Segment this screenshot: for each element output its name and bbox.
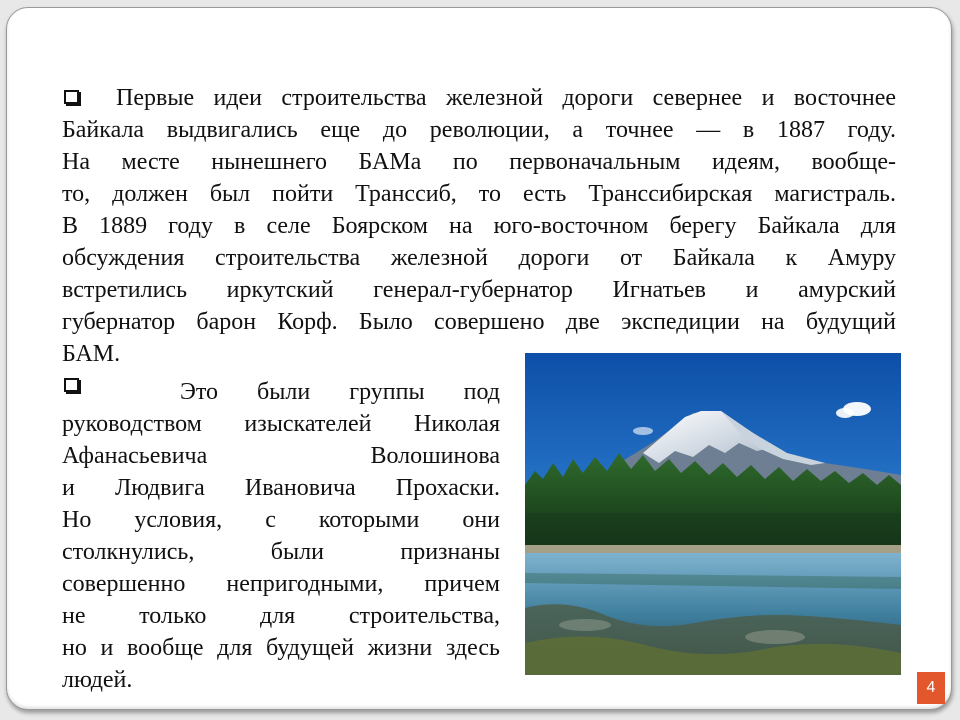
- paragraph-2-line: Афанасьевича Волошинова: [62, 443, 500, 469]
- paragraph-1-line: то, должен был пойти Транссиб, то есть Транссибирская магистраль.: [62, 181, 896, 207]
- paragraph-1-line: БАМ.: [62, 341, 121, 367]
- mountain-lake-photo: [525, 353, 901, 675]
- paragraph-1-line: На месте нынешнего БАМа по первоначальным идеям, вообще-: [62, 149, 896, 175]
- paragraph-2-line: совершенно непригодными, причем: [62, 571, 500, 597]
- paragraph-1-line: обсуждения строительства железной дороги от Байкала к Амуру: [62, 245, 896, 271]
- paragraph-1-line: В 1889 году в селе Боярском на юго-восточном берегу Байкала для: [62, 213, 896, 239]
- paragraph-2-line: не только для строительства,: [62, 603, 500, 629]
- paragraph-1-line: Первые идеи строительства железной дороги севернее и восточнее: [116, 85, 896, 111]
- paragraph-2-line: Но условия, с которыми они: [62, 507, 500, 533]
- paragraph-2-line: Это были группы под: [180, 379, 500, 405]
- paragraph-2-line: но и вообще для будущей жизни здесь: [62, 635, 500, 661]
- paragraph-2-line: людей.: [62, 667, 133, 693]
- paragraph-1-line: Байкала выдвигались еще до революции, а точнее — в 1887 году.: [62, 117, 896, 143]
- paragraph-2-line: руководством изыскателей Николая: [62, 411, 500, 437]
- page-number-badge: 4: [917, 672, 945, 704]
- paragraph-2-line: столкнулись, были признаны: [62, 539, 500, 565]
- paragraph-1-line: губернатор барон Корф. Было совершено две экспедиции на будущий: [62, 309, 896, 335]
- paragraph-2-line: и Людвига Ивановича Прохаски.: [62, 475, 500, 501]
- paragraph-1-line: встретились иркутский генерал-губернатор Игнатьев и амурский: [62, 277, 896, 303]
